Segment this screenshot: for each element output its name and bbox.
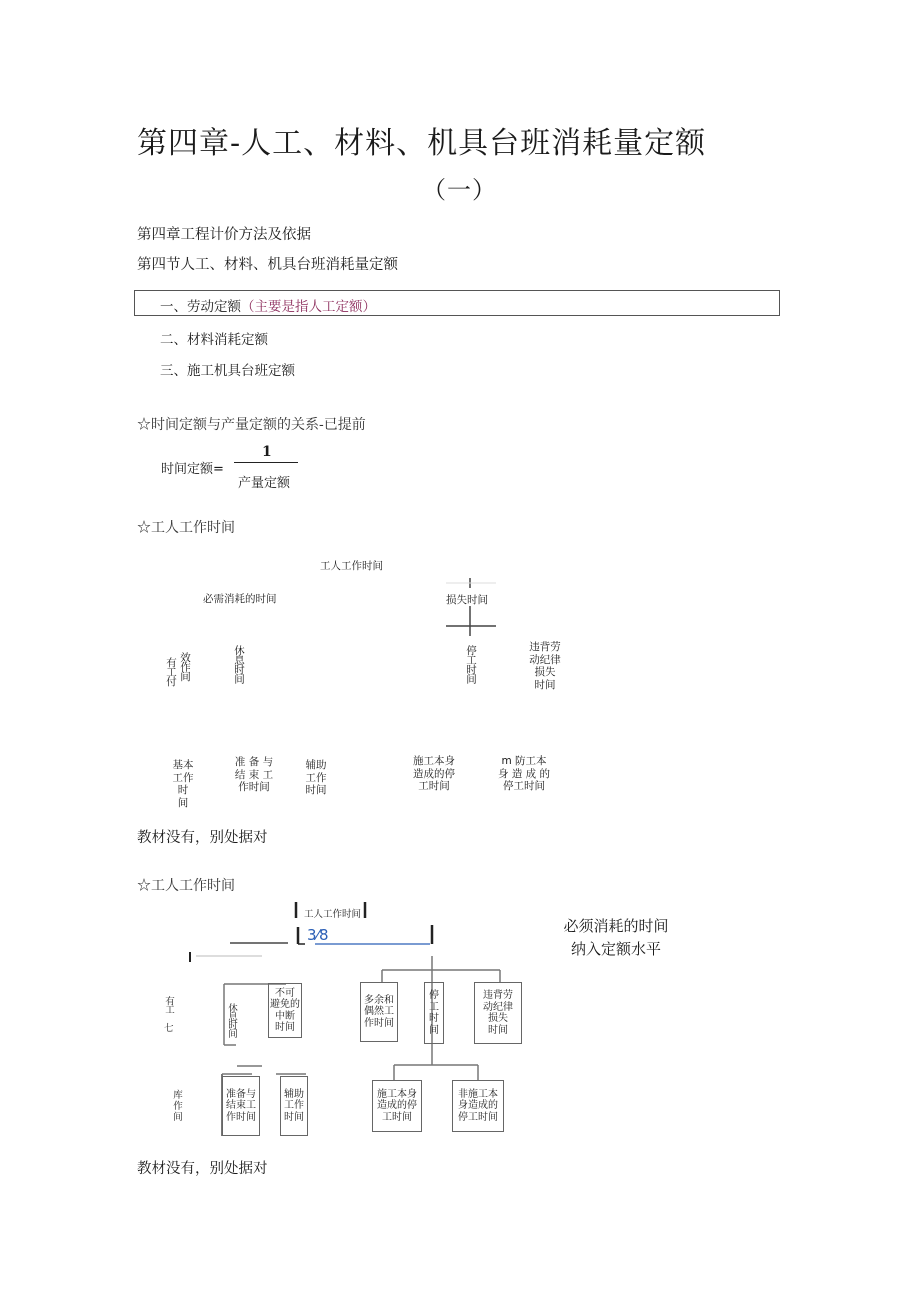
diagram2-non-construction-stop-box: 非施工本 身造成的 停工时间 bbox=[452, 1080, 504, 1132]
diagram1-aux: 辅助 工作 时间 bbox=[305, 759, 327, 796]
diagram2-heading: ☆工人工作时间 bbox=[137, 878, 235, 894]
diagram2-left-label-b: 七 bbox=[164, 1023, 174, 1034]
diagram1-root: 工人工作时间 bbox=[320, 560, 383, 572]
page-title: 第四章-人工、材料、机具台班消耗量定额 bbox=[137, 126, 707, 161]
diagram1-construction-stop: 施工本身 造成的停 工时间 bbox=[413, 755, 455, 792]
note-1: 教材没有，别处据对 bbox=[137, 830, 268, 846]
diagram1-violate: 违背劳 动纪律 损失 时间 bbox=[529, 641, 561, 691]
relation-heading: ☆时间定额与产量定额的关系-已提前 bbox=[137, 417, 366, 433]
diagram2-base-work: 库 作 间 bbox=[173, 1090, 183, 1123]
diagram1-effective2: 效作间 bbox=[179, 652, 192, 681]
diagram1-stop: 停工时间 bbox=[465, 645, 478, 683]
list-item-label: 一、劳动定额 bbox=[160, 299, 241, 315]
formula-numerator: 1 bbox=[262, 444, 272, 460]
diagram2-root: 工人工作时间 bbox=[304, 909, 362, 920]
diagram1-non-construction-stop: m 防工本 身 造 成 的 停工时间 bbox=[497, 755, 550, 792]
diagram2-unavoidable-box: 不可 避免的 中断 时间 bbox=[268, 983, 302, 1038]
diagram2-construction-stop-box: 施工本身 造成的停 工时间 bbox=[372, 1080, 422, 1132]
list-item-machine-quota: 三、施工机具台班定额 bbox=[160, 363, 295, 379]
diagram2-prepare-box: 准备与 结束工 作时间 bbox=[222, 1076, 260, 1136]
callout-line1: 必须消耗的时间 bbox=[563, 917, 669, 935]
diagram1-basic: 基本 工作 时 间 bbox=[172, 759, 194, 809]
diagram2-rest: 休息时间 bbox=[225, 1003, 237, 1037]
chapter-heading: 第四章工程计价方法及依据 bbox=[137, 227, 311, 243]
diagram1-effective: 有工付 bbox=[165, 657, 178, 686]
diagram2-stop-box: 停 工 时 间 bbox=[424, 982, 444, 1044]
diagram1-heading: ☆工人工作时间 bbox=[137, 520, 235, 536]
diagram2-extra-box: 多余和 偶然工 作时间 bbox=[360, 982, 398, 1042]
section-heading: 第四节人工、材料、机具台班消耗量定额 bbox=[137, 257, 398, 273]
formula-denominator: 产量定额 bbox=[238, 476, 291, 491]
diagram1-prepare: 准 备 与 结 束 工 作时间 bbox=[234, 756, 274, 793]
list-item-note: （主要是指人工定额） bbox=[241, 299, 376, 315]
page-title-suffix: （一） bbox=[422, 176, 497, 204]
diagram2-left-label-a: 有工 bbox=[162, 996, 174, 1013]
formula-left: 时间定额= bbox=[161, 462, 224, 477]
diagram2-callout bbox=[556, 915, 676, 961]
diagram2-aux-box: 辅助 工作 时间 bbox=[280, 1076, 308, 1136]
callout-line2: 纳入定额水平 bbox=[570, 940, 661, 958]
list-item-material-quota: 二、材料消耗定额 bbox=[160, 332, 268, 348]
note-2: 教材没有，别处据对 bbox=[137, 1161, 268, 1177]
diagram1-rest: 休息时间 bbox=[233, 645, 246, 683]
diagram2-fraction: 3⁄8 bbox=[307, 926, 329, 944]
diagram2-violate-box: 违背劳 动纪律 损失 时间 bbox=[474, 982, 522, 1044]
diagram1-loss: 损失时间 bbox=[446, 594, 488, 606]
diagram1-necessary: 必需消耗的时间 bbox=[203, 593, 277, 605]
